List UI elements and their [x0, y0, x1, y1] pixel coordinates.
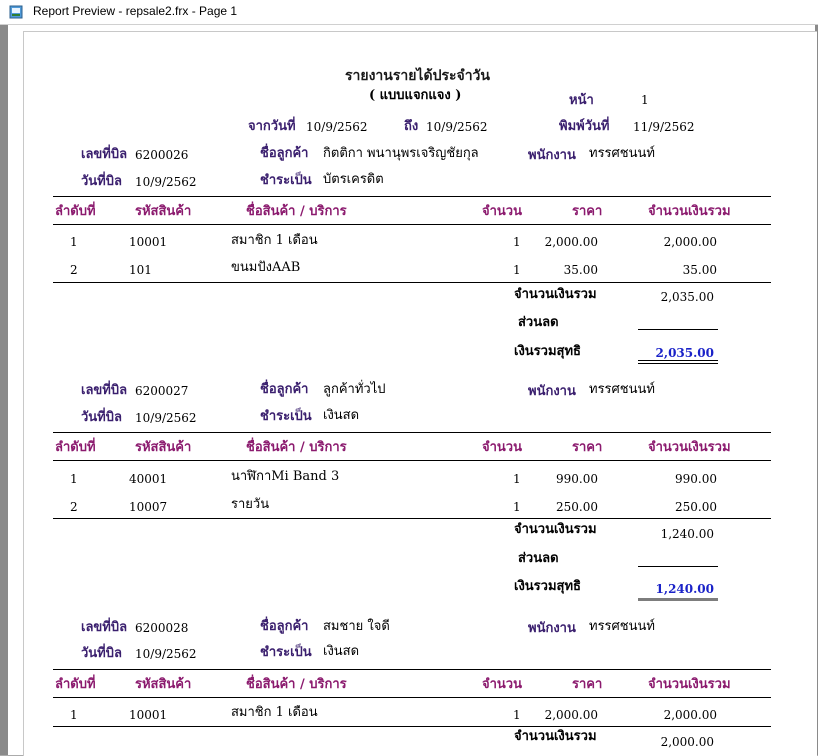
- col-price-header: ราคา: [572, 677, 603, 692]
- col-total-header: จำนวนเงินรวม: [648, 204, 731, 219]
- row-qty: 1: [513, 235, 521, 249]
- row-code: 10001: [129, 235, 168, 249]
- row-qty: 1: [513, 708, 521, 722]
- sum-total-value: 2,035.00: [660, 290, 714, 304]
- col-total-header: จำนวนเงินรวม: [648, 440, 731, 455]
- col-qty-header: จำนวน: [482, 204, 522, 219]
- preview-left-border: [0, 25, 8, 755]
- row-price: 35.00: [563, 263, 598, 277]
- row-name: รายวัน: [231, 497, 270, 512]
- row-total: 2,000.00: [663, 235, 717, 249]
- bill-date-label: วันที่บิล: [81, 174, 122, 189]
- col-qty-header: จำนวน: [482, 440, 522, 455]
- to-date-label: ถึง: [404, 119, 419, 134]
- table-header-rule: [53, 460, 771, 461]
- col-total-header: จำนวนเงินรวม: [648, 677, 731, 692]
- row-code: 10001: [129, 708, 168, 722]
- table-header-rule: [53, 224, 771, 225]
- bill-no-label: เลขที่บิล: [81, 383, 128, 398]
- col-price-header: ราคา: [572, 204, 603, 219]
- net-value: 1,240.00: [655, 582, 714, 596]
- bill-date-label: วันที่บิล: [81, 410, 122, 425]
- bill-no-value: 6200026: [135, 148, 189, 162]
- discount-label: ส่วนลด: [518, 551, 559, 566]
- row-name: นาฬิกาMi Band 3: [231, 469, 340, 484]
- customer-label: ชื่อลูกค้า: [260, 146, 309, 161]
- row-price: 990.00: [556, 472, 598, 486]
- col-price-header: ราคา: [572, 440, 603, 455]
- col-seq-header: ลำดับที่: [55, 204, 96, 219]
- table-top-rule: [53, 196, 771, 197]
- report-subtitle: ( แบบแจกแจง ): [369, 88, 462, 103]
- sum-total-label: จำนวนเงินรวม: [514, 729, 597, 744]
- row-qty: 1: [513, 500, 521, 514]
- col-seq-header: ลำดับที่: [55, 677, 96, 692]
- row-seq: 1: [70, 708, 78, 722]
- row-name: สมาชิก 1 เดือน: [231, 705, 318, 720]
- row-price: 2,000.00: [544, 708, 598, 722]
- col-qty-header: จำนวน: [482, 677, 522, 692]
- row-seq: 1: [70, 235, 78, 249]
- payment-value: บัตรเครดิต: [323, 172, 384, 187]
- sum-total-label: จำนวนเงินรวม: [514, 287, 597, 302]
- customer-label: ชื่อลูกค้า: [260, 619, 309, 634]
- to-date-value: 10/9/2562: [426, 120, 488, 134]
- table-bottom-rule: [53, 726, 771, 727]
- print-date-value: 11/9/2562: [633, 120, 695, 134]
- row-total: 35.00: [682, 263, 717, 277]
- discount-underline: [638, 329, 718, 330]
- report-page: [23, 31, 817, 756]
- discount-underline: [638, 566, 718, 567]
- col-name-header: ชื่อสินค้า / บริการ: [246, 440, 347, 455]
- employee-label: พนักงาน: [528, 148, 576, 163]
- table-bottom-rule: [53, 282, 771, 283]
- sum-total-value: 2,000.00: [660, 735, 714, 749]
- customer-value: สมชาย ใจดี: [323, 619, 390, 634]
- window-title: Report Preview - repsale2.frx - Page 1: [33, 4, 238, 18]
- bill-date-value: 10/9/2562: [135, 175, 197, 189]
- row-name: ขนมปังAAB: [231, 260, 301, 275]
- row-code: 10007: [129, 500, 168, 514]
- row-total: 2,000.00: [663, 708, 717, 722]
- net-double-underline: [638, 360, 718, 364]
- net-value: 2,035.00: [655, 346, 714, 360]
- from-date-label: จากวันที่: [248, 119, 296, 134]
- row-seq: 1: [70, 472, 78, 486]
- col-seq-header: ลำดับที่: [55, 440, 96, 455]
- row-price: 250.00: [556, 500, 598, 514]
- payment-label: ชำระเป็น: [260, 173, 312, 188]
- discount-label: ส่วนลด: [518, 315, 559, 330]
- customer-value: ลูกค้าทั่วไป: [323, 382, 386, 397]
- net-label: เงินรวมสุทธิ: [514, 344, 581, 359]
- employee-value: ทรรศชนนท์: [589, 146, 655, 161]
- payment-label: ชำระเป็น: [260, 645, 312, 660]
- page-number: 1: [641, 93, 649, 107]
- row-seq: 2: [70, 500, 78, 514]
- table-top-rule: [53, 432, 771, 433]
- sum-total-label: จำนวนเงินรวม: [514, 522, 597, 537]
- row-qty: 1: [513, 263, 521, 277]
- employee-label: พนักงาน: [528, 621, 576, 636]
- bill-no-value: 6200028: [135, 621, 189, 635]
- bill-date-value: 10/9/2562: [135, 647, 197, 661]
- net-double-underline: [638, 598, 718, 601]
- customer-value: กิตติกา พนานุพรเจริญชัยกุล: [323, 146, 479, 161]
- col-name-header: ชื่อสินค้า / บริการ: [246, 677, 347, 692]
- from-date-value: 10/9/2562: [306, 120, 368, 134]
- report-preview-icon: [9, 5, 23, 19]
- col-name-header: ชื่อสินค้า / บริการ: [246, 204, 347, 219]
- customer-label: ชื่อลูกค้า: [260, 382, 309, 397]
- print-date-label: พิมพ์วันที่: [559, 119, 610, 134]
- row-qty: 1: [513, 472, 521, 486]
- window-titlebar: [0, 0, 818, 25]
- row-code: 101: [129, 263, 152, 277]
- table-bottom-rule: [53, 518, 771, 519]
- payment-value: เงินสด: [323, 408, 360, 423]
- bill-no-label: เลขที่บิล: [81, 147, 128, 162]
- row-total: 250.00: [675, 500, 717, 514]
- employee-value: ทรรศชนนท์: [589, 382, 655, 397]
- col-code-header: รหัสสินค้า: [135, 677, 192, 692]
- col-code-header: รหัสสินค้า: [135, 204, 192, 219]
- row-name: สมาชิก 1 เดือน: [231, 233, 318, 248]
- payment-label: ชำระเป็น: [260, 409, 312, 424]
- row-code: 40001: [129, 472, 168, 486]
- table-top-rule: [53, 669, 771, 670]
- report-title: รายงานรายได้ประจำวัน: [345, 68, 490, 84]
- row-price: 2,000.00: [544, 235, 598, 249]
- payment-value: เงินสด: [323, 644, 360, 659]
- page-label: หน้า: [569, 93, 594, 108]
- employee-value: ทรรศชนนท์: [589, 619, 655, 634]
- net-label: เงินรวมสุทธิ: [514, 579, 581, 594]
- bill-date-label: วันที่บิล: [81, 646, 122, 661]
- sum-total-value: 1,240.00: [660, 527, 714, 541]
- bill-date-value: 10/9/2562: [135, 411, 197, 425]
- table-header-rule: [53, 697, 771, 698]
- row-seq: 2: [70, 263, 78, 277]
- bill-no-label: เลขที่บิล: [81, 620, 128, 635]
- row-total: 990.00: [675, 472, 717, 486]
- employee-label: พนักงาน: [528, 384, 576, 399]
- bill-no-value: 6200027: [135, 384, 189, 398]
- col-code-header: รหัสสินค้า: [135, 440, 192, 455]
